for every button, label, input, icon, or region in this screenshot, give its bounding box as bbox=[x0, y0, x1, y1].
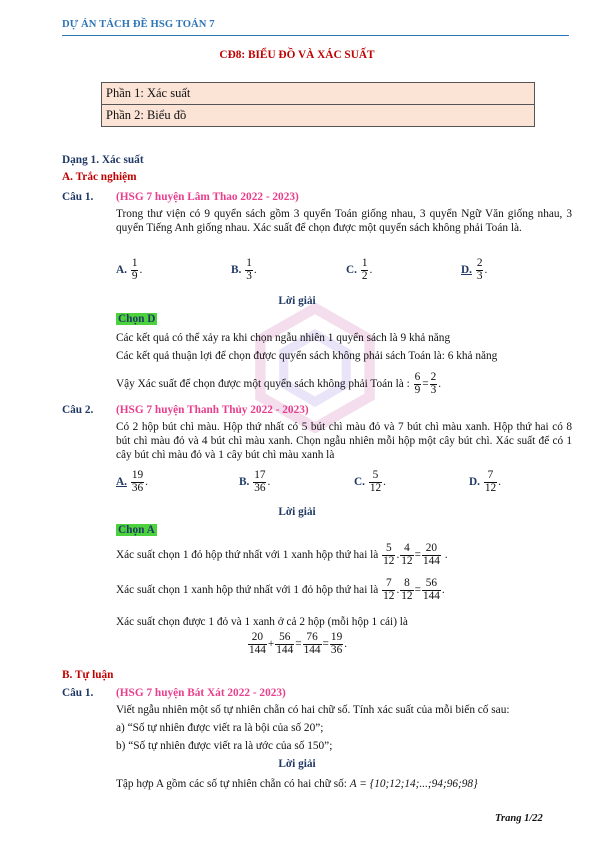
q3-part-b: b) “Số tự nhiên được viết ra là ước của số 150”; bbox=[116, 740, 333, 752]
toc-row-1[interactable]: Phần 1: Xác suất bbox=[102, 83, 534, 105]
q2-solution-line1: Xác suất chọn 1 đỏ hộp thứ nhất với 1 xanh hộp thứ hai là $\frac{5}{12}$ . $\frac{4}{12}$ = $\frac{20}{144}$ . bbox=[116, 542, 448, 567]
section-title: Dạng 1. Xác suất bbox=[62, 154, 144, 166]
q1-option-c[interactable]: C. $\frac{1}{2}$ . bbox=[346, 257, 373, 282]
toc-row-2[interactable]: Phần 2: Biểu đồ bbox=[106, 108, 187, 122]
q2-solution-line3: Xác suất chọn được 1 đỏ và 1 xanh ở cả 2 hộp (mỗi hộp 1 cái) là bbox=[116, 616, 408, 628]
option-label: D. bbox=[469, 475, 480, 488]
q3-part-a: a) “Số tự nhiên được viết ra là bội của số 20”; bbox=[116, 722, 324, 734]
q1-source: (HSG 7 huyện Lâm Thao 2022 - 2023) bbox=[116, 191, 299, 203]
q1-option-b[interactable]: B. $\frac{1}{3}$ . bbox=[231, 257, 257, 282]
q3-number: Câu 1. bbox=[62, 687, 94, 699]
q1-solution-line1: Các kết quả có thể xảy ra khi chọn ngẫu nhiên 1 quyển sách là 9 khả năng bbox=[116, 332, 451, 344]
header-rule bbox=[62, 35, 569, 36]
q1-number: Câu 1. bbox=[62, 191, 94, 203]
q2-final-equation: $\frac{20}{144}$ + $\frac{56}{144}$ = $\frac{76}{144}$ = $\frac{19}{36}$ . bbox=[248, 631, 348, 656]
fraction: $\frac{7}{12}$ bbox=[484, 469, 497, 494]
q3-solution-heading: Lời giải bbox=[278, 758, 316, 770]
part-a-title: A. Trắc nghiệm bbox=[62, 171, 137, 183]
page-number: Trang 1/22 bbox=[495, 813, 543, 824]
option-label: A. bbox=[116, 263, 127, 276]
fraction: $\frac{2}{3}$ bbox=[476, 257, 483, 282]
doc-title: CĐ8: BIỂU ĐỒ VÀ XÁC SUẤT bbox=[219, 49, 375, 61]
part-b-title: B. Tự luận bbox=[62, 669, 114, 681]
q3-text: Viết ngẫu nhiên một số tự nhiên chẵn có hai chữ số. Tính xác suất của mỗi biến cố sau: bbox=[116, 704, 510, 716]
header-title: DỰ ÁN TÁCH ĐỀ HSG TOÁN 7 bbox=[62, 19, 215, 30]
q1-option-d[interactable]: D. $\frac{2}{3}$ . bbox=[461, 257, 488, 282]
q3-source: (HSG 7 huyện Bát Xát 2022 - 2023) bbox=[116, 687, 286, 699]
option-label: B. bbox=[239, 475, 250, 488]
q1-option-a[interactable]: A. $\frac{1}{9}$ . bbox=[116, 257, 143, 282]
q1-solution-heading: Lời giải bbox=[278, 295, 316, 307]
option-label: C. bbox=[346, 263, 357, 276]
q1-solution-line3: Vậy Xác suất để chọn được một quyển sách không phải Toán là : $\frac{6}{9}$ = $\frac{2}{3}$ . bbox=[116, 371, 442, 396]
q2-option-b[interactable]: B. $\frac{17}{36}$ . bbox=[239, 469, 271, 494]
fraction: $\frac{19}{36}$ bbox=[131, 469, 144, 494]
fraction: $\frac{17}{36}$ bbox=[254, 469, 266, 494]
q1-answer-badge: Chọn D bbox=[118, 313, 156, 325]
q1-text: Trong thư viện có 9 quyển sách gồm 3 quyển Toán giống nhau, 3 quyển Ngữ Văn giống nhau, 3 quyển Tiếng Anh giống nhau. Xác suất để chọn được một quyển sách không phải Toán là. bbox=[116, 208, 572, 235]
q2-answer-badge: Chọn A bbox=[118, 524, 155, 536]
q2-source: (HSG 7 huyện Thanh Thủy 2022 - 2023) bbox=[116, 404, 309, 416]
q2-option-a[interactable]: A. $\frac{19}{36}$ . bbox=[116, 469, 148, 494]
option-label: B. bbox=[231, 263, 242, 276]
q2-solution-heading: Lời giải bbox=[278, 506, 316, 518]
q1-solution-line2: Các kết quả thuận lợi để chọn được quyển sách không phải sách Toán là: 6 khả năng bbox=[116, 350, 498, 362]
q2-solution-line2: Xác suất chọn 1 xanh hộp thứ nhất với 1 đỏ hộp thứ hai là $\frac{7}{12}$ . $\frac{8}{12}$ = $\frac{56}{144}$ . bbox=[116, 577, 445, 602]
q2-option-d[interactable]: D. $\frac{7}{12}$ . bbox=[469, 469, 501, 494]
q3-solution-line1: Tập hợp A gồm các số tự nhiên chẵn có hai chữ số: A = {10;12;14;...;94;96;98} bbox=[116, 778, 478, 790]
fraction: $\frac{1}{9}$ bbox=[131, 257, 138, 282]
fraction: $\frac{1}{2}$ bbox=[361, 257, 368, 282]
option-label: D. bbox=[461, 263, 472, 276]
q2-option-c[interactable]: C. $\frac{5}{12}$ . bbox=[354, 469, 386, 494]
option-label: C. bbox=[354, 475, 365, 488]
q2-text: Có 2 hộp bút chì màu. Hộp thứ nhất có 5 bút chì màu đỏ và 7 bút chì màu xanh. Hộp thứ hai có 8 bút chì màu đỏ và 4 bút chì màu xanh. Chọn ngẫu nhiên mỗi hộp một cây bút chì. Xác suất để có 1 cây bút chì màu đỏ và 1 cây bút chì màu xanh là bbox=[116, 421, 572, 462]
fraction: $\frac{1}{3}$ bbox=[246, 257, 252, 282]
toc-table bbox=[101, 82, 535, 127]
option-label: A. bbox=[116, 475, 127, 488]
q2-number: Câu 2. bbox=[62, 404, 94, 416]
fraction: $\frac{5}{12}$ bbox=[369, 469, 382, 494]
